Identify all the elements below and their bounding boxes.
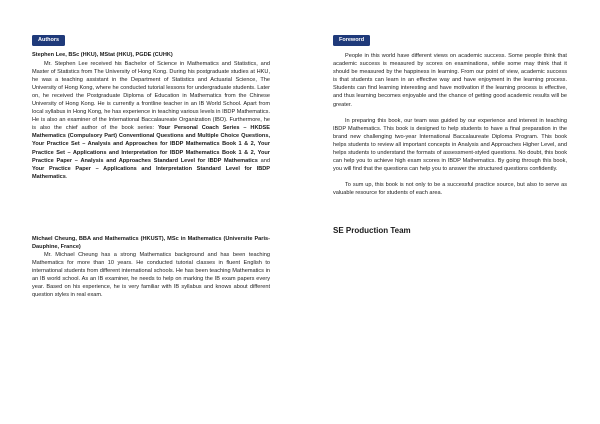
author-1-byline: Stephen Lee, BSc (HKU), MStat (HKU), PGDE (CUHK) <box>32 52 173 58</box>
production-team-signature: SE Production Team <box>333 226 411 235</box>
foreword-paragraph-2: In preparing this book, our team was guided by our experience and interest in teaching IBDP Mathematics. This book is designed to help students to have a final preparation in the brand new challenging two-year International Baccalaureate Diploma Program. This book helps students to review all important concepts in Analysis and Approaches Higher Level, and helps students to understand the formats of assessment-styled questions. No doubt, this book can help you to achieve high exam scores in IBDP Mathematics. By going through this book, you will find that the questions can help you to answer the structured questions confidently. <box>333 117 567 173</box>
foreword-header: Foreword <box>333 35 370 46</box>
author-1-book-series-2: Your Practice Paper – Applications and Interpretation Standard Level for IBDP Mathematics <box>32 165 270 180</box>
author-1-and: and <box>257 157 270 164</box>
author-1-end: . <box>65 173 68 180</box>
foreword-paragraph-1: People in this world have different views on academic success. Some people think that academic success is measured by scores on examinations, while some may think that it should be measured by the happiness in learning. From our point of view, academic success is that students can learn in an effective way and have enjoyment in the learning process. Students can find learning interesting and have motivation if the learning process is effective, and thus learning becomes enjoyable and the chance of getting good academic results will be greater. <box>333 53 567 108</box>
foreword-section <box>333 52 567 198</box>
author-2-byline: Michael Cheung, BBA and Mathematics (HKUST), MSc in Mathematics (Universite Paris-Dauphine, France) <box>32 236 270 250</box>
author-2-bio: Mr. Michael Cheung has a strong Mathematics background and has been teaching Mathematics for more than 10 years. He conducted tutorial classes in fluent English to international students from different international schools. He has been teaching Mathematics in an IB world school. As an IB examiner, he needs to help on marking the IB exam papers every year. Based on his experience, he is very familiar with IB syllabus and knows about different question styles in real exam. <box>32 252 270 299</box>
authors-header: Authors <box>32 35 65 46</box>
author-2-section <box>32 236 270 300</box>
author-1-bio <box>32 60 270 181</box>
author-1-bio-text: Mr. Stephen Lee received his Bachelor of Science in Mathematics and Statistics, and Master of Statistics from The University of Hong Kong. During his postgraduate studies at HKU, he was a teaching assistant in the Department of Statistics and Actuarial Science, The University of Hong Kong, where he conducted tutorial lessons for undergraduate students. Later on, he received the Postgraduate Diploma of Education in Mathematics from the Chinese University of Hong Kong. He is currently a frontline teacher in an IB World School. Apart from local syllabus in Hong Kong, he has experience in teaching various levels in IBDP Mathematics. He is also an examiner of the International Baccalaureate Organization (IBO). Furthermore, he is also the chief author of the book series: <box>32 60 270 132</box>
right-page <box>300 0 600 424</box>
foreword-paragraph-3: To sum up, this book is not only to be a successful practice source, but also to serve as valuable resource for students of each area. <box>333 182 567 197</box>
author-1-section <box>32 52 270 181</box>
author-1-book-series: Your Personal Coach Series – HKDSE Mathematics (Compulsory Part) Conventional Questions and Multiple Choice Questions, Your Practice Set – Analysis and Approaches for IBDP Mathematics Book 1 & 2, Your Practice Set – Applications and Interpretation for IBDP Mathematics Book 1 & 2, Your Practice Paper – Analysis and Approaches Standard Level for IBDP Mathematics <box>32 125 270 164</box>
